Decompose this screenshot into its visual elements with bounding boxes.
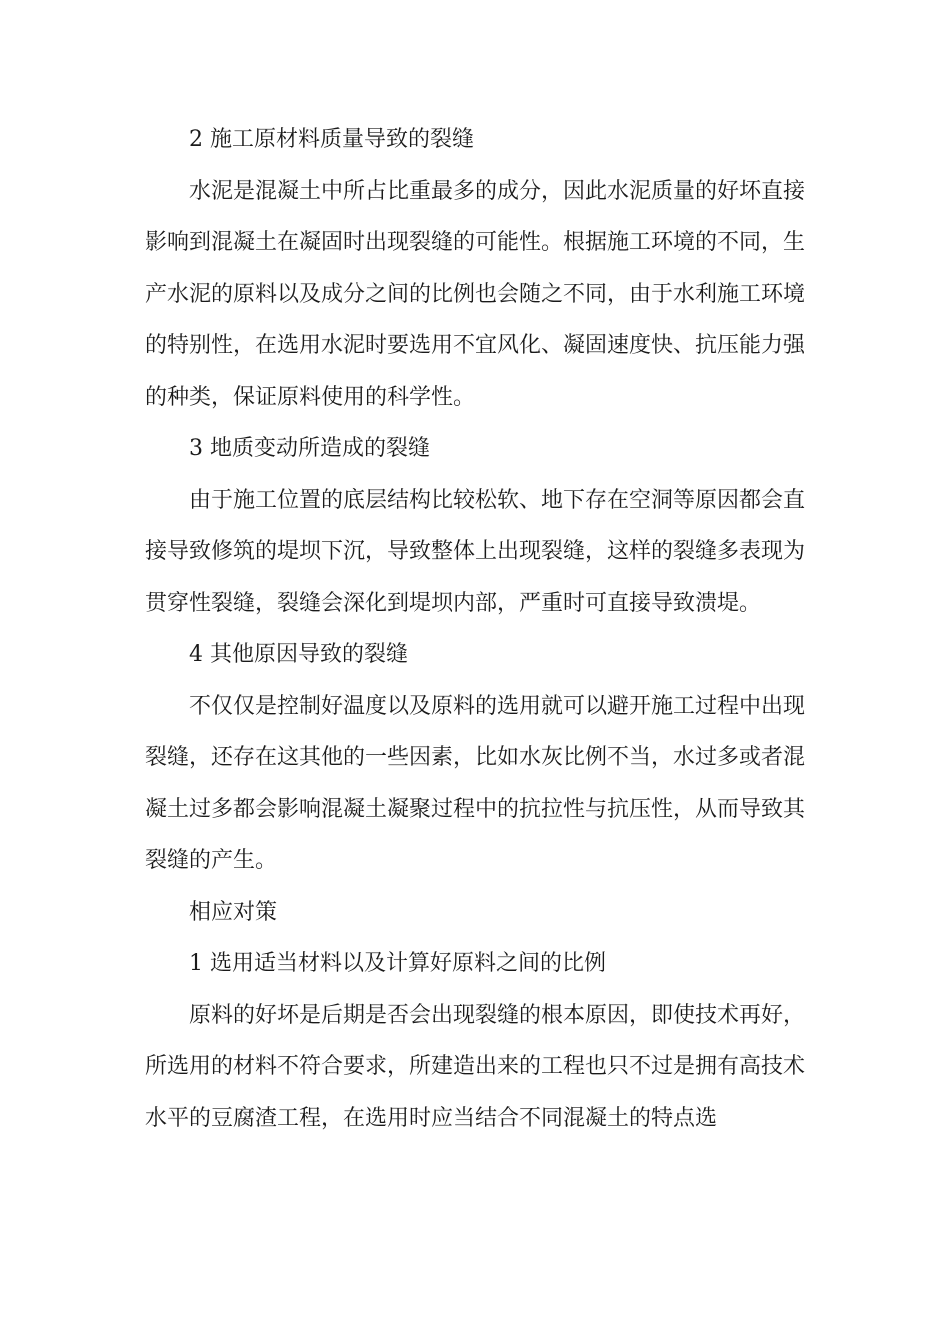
section-heading-countermeasures: 相应对策 xyxy=(189,899,278,925)
paragraph-material-selection: 原料的好坏是后期是否会出现裂缝的根本原因，即使技术再好，所选用的材料不符合要求，所建造出来的工程也只不过是拥有高技术水平的豆腐渣工程，在选用时应当结合不同混凝土的特点选 xyxy=(145,1002,806,1131)
subheading-material-selection: 1 选用适当材料以及计算好原料之间的比例 xyxy=(189,951,606,976)
section-heading-material-cracks: 2 施工原材料质量导致的裂缝 xyxy=(189,127,474,152)
section-heading-geological-cracks: 3 地质变动所造成的裂缝 xyxy=(189,436,430,461)
paragraph-other-causes: 不仅仅是控制好温度以及原料的选用就可以避开施工过程中出现裂缝，还存在这其他的一些因素，比如水灰比例不当，水过多或者混凝土过多都会影响混凝土凝聚过程中的抗拉性与抗压性，从而导致其裂缝的产生。 xyxy=(145,693,806,873)
document-body xyxy=(145,114,805,1144)
section-heading-other-causes: 4 其他原因导致的裂缝 xyxy=(189,642,408,667)
paragraph-cement-quality: 水泥是混凝土中所占比重最多的成分，因此水泥质量的好坏直接影响到混凝土在凝固时出现裂缝的可能性。根据施工环境的不同，生产水泥的原料以及成分之间的比例也会随之不同，由于水利施工环境的特别性，在选用水泥时要选用不宜风化、凝固速度快、抗压能力强的种类，保证原料使用的科学性。 xyxy=(145,178,806,410)
paragraph-geological-settlement: 由于施工位置的底层结构比较松软、地下存在空洞等原因都会直接导致修筑的堤坝下沉，导致整体上出现裂缝，这样的裂缝多表现为贯穿性裂缝，裂缝会深化到堤坝内部，严重时可直接导致溃堤。 xyxy=(145,487,806,616)
